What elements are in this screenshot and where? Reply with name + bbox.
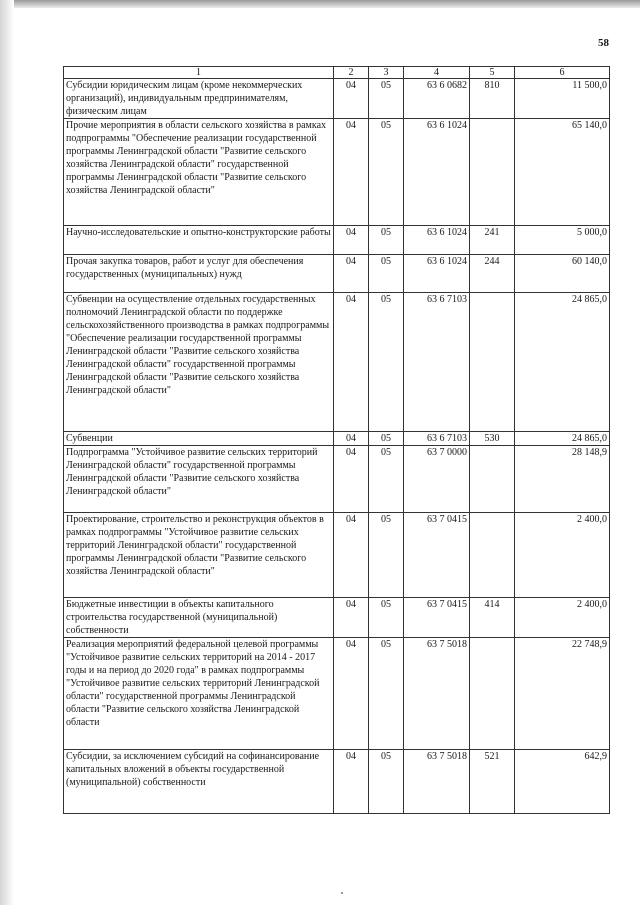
table-row bbox=[64, 79, 610, 119]
row-target-code: 63 7 5018 bbox=[404, 750, 470, 814]
row-subsection: 05 bbox=[369, 446, 404, 513]
table-row bbox=[64, 598, 610, 638]
column-header: 1 bbox=[64, 67, 334, 79]
row-amount: 642,9 bbox=[515, 750, 610, 814]
row-amount: 2 400,0 bbox=[515, 513, 610, 598]
row-section: 04 bbox=[334, 598, 369, 638]
row-name: Прочая закупка товаров, работ и услуг для обеспечения государственных (муниципальных) нужд bbox=[64, 255, 334, 293]
row-amount: 65 140,0 bbox=[515, 119, 610, 226]
row-subsection: 05 bbox=[369, 226, 404, 255]
row-expense-type: 521 bbox=[470, 750, 515, 814]
row-section: 04 bbox=[334, 638, 369, 750]
row-amount: 2 400,0 bbox=[515, 598, 610, 638]
table-row bbox=[64, 293, 610, 432]
row-target-code: 63 6 7103 bbox=[404, 293, 470, 432]
row-expense-type: 530 bbox=[470, 432, 515, 446]
row-name: Субсидии юридическим лицам (кроме некоммерческих организаций), индивидуальным предпринимателям, физическим лицам bbox=[64, 79, 334, 119]
row-target-code: 63 7 0415 bbox=[404, 513, 470, 598]
row-target-code: 63 7 5018 bbox=[404, 638, 470, 750]
row-subsection: 05 bbox=[369, 119, 404, 226]
column-header: 2 bbox=[334, 67, 369, 79]
row-name: Субвенции на осуществление отдельных государственных полномочий Ленинградской области по поддержке сельскохозяйственного производства в рамках подпрограммы "Обеспечение реализации государственной программы Ленинградской области "Развитие сельского хозяйства Ленинградской области" государственной программы Ленинградской области "Развитие сельского хозяйства Ленинградской области" bbox=[64, 293, 334, 432]
row-expense-type: 810 bbox=[470, 79, 515, 119]
table-row bbox=[64, 513, 610, 598]
table-row bbox=[64, 446, 610, 513]
row-subsection: 05 bbox=[369, 79, 404, 119]
row-target-code: 63 6 1024 bbox=[404, 119, 470, 226]
row-target-code: 63 6 7103 bbox=[404, 432, 470, 446]
row-amount: 24 865,0 bbox=[515, 293, 610, 432]
row-expense-type: 414 bbox=[470, 598, 515, 638]
row-expense-type: 244 bbox=[470, 255, 515, 293]
row-name: Подпрограмма "Устойчивое развитие сельских территорий Ленинградской области" государственной программы Ленинградской области "Развитие сельского хозяйства Ленинградской области" bbox=[64, 446, 334, 513]
row-section: 04 bbox=[334, 293, 369, 432]
row-amount: 24 865,0 bbox=[515, 432, 610, 446]
row-name: Бюджетные инвестиции в объекты капитального строительства государственной (муниципальной) собственности bbox=[64, 598, 334, 638]
row-expense-type bbox=[470, 293, 515, 432]
row-name: Прочие мероприятия в области сельского хозяйства в рамках подпрограммы "Обеспечение реализации государственной программы Ленинградской области "Развитие сельского хозяйства Ленинградской области" государственной программы Ленинградской области "Развитие сельского хозяйства Ленинградской области" bbox=[64, 119, 334, 226]
table-header-row bbox=[64, 67, 610, 79]
row-expense-type bbox=[470, 119, 515, 226]
column-header: 4 bbox=[404, 67, 470, 79]
row-section: 04 bbox=[334, 446, 369, 513]
row-target-code: 63 6 1024 bbox=[404, 226, 470, 255]
row-section: 04 bbox=[334, 513, 369, 598]
row-subsection: 05 bbox=[369, 293, 404, 432]
row-expense-type bbox=[470, 446, 515, 513]
row-subsection: 05 bbox=[369, 432, 404, 446]
row-subsection: 05 bbox=[369, 255, 404, 293]
row-section: 04 bbox=[334, 79, 369, 119]
row-section: 04 bbox=[334, 750, 369, 814]
table-row bbox=[64, 255, 610, 293]
row-name: Проектирование, строительство и реконструкция объектов в рамках подпрограммы "Устойчивое развитие сельских территорий Ленинградской области" государственной программы Ленинградской области "Развитие сельского хозяйства Ленинградской области" bbox=[64, 513, 334, 598]
row-target-code: 63 7 0415 bbox=[404, 598, 470, 638]
scan-edge-left bbox=[0, 0, 14, 905]
row-subsection: 05 bbox=[369, 598, 404, 638]
row-section: 04 bbox=[334, 226, 369, 255]
column-header: 6 bbox=[515, 67, 610, 79]
row-section: 04 bbox=[334, 255, 369, 293]
table-row bbox=[64, 432, 610, 446]
table-row bbox=[64, 638, 610, 750]
row-name: Научно-исследовательские и опытно-конструкторские работы bbox=[64, 226, 334, 255]
row-subsection: 05 bbox=[369, 638, 404, 750]
row-amount: 11 500,0 bbox=[515, 79, 610, 119]
row-amount: 60 140,0 bbox=[515, 255, 610, 293]
row-target-code: 63 7 0000 bbox=[404, 446, 470, 513]
row-name: Реализация мероприятий федеральной целевой программы "Устойчивое развитие сельских территорий на 2014 - 2017 годы и на период до 2020 года" в рамках подпрограммы "Устойчивое развитие сельских территорий Ленинградской области" государственной программы Ленинградской области "Развитие сельского хозяйства Ленинградской области bbox=[64, 638, 334, 750]
row-name: Субвенции bbox=[64, 432, 334, 446]
table-row bbox=[64, 119, 610, 226]
row-name: Субсидии, за исключением субсидий на софинансирование капитальных вложений в объекты государственной (муниципальной) собственности bbox=[64, 750, 334, 814]
row-target-code: 63 6 1024 bbox=[404, 255, 470, 293]
scan-speck bbox=[341, 892, 343, 894]
row-expense-type bbox=[470, 638, 515, 750]
row-expense-type: 241 bbox=[470, 226, 515, 255]
row-amount: 28 148,9 bbox=[515, 446, 610, 513]
row-target-code: 63 6 0682 bbox=[404, 79, 470, 119]
row-amount: 5 000,0 bbox=[515, 226, 610, 255]
row-section: 04 bbox=[334, 119, 369, 226]
row-section: 04 bbox=[334, 432, 369, 446]
row-expense-type bbox=[470, 513, 515, 598]
scan-edge-top bbox=[0, 0, 640, 8]
column-header: 5 bbox=[470, 67, 515, 79]
page-number: 58 bbox=[598, 37, 609, 49]
table-row bbox=[64, 750, 610, 814]
column-header: 3 bbox=[369, 67, 404, 79]
budget-table bbox=[63, 66, 610, 814]
row-amount: 22 748,9 bbox=[515, 638, 610, 750]
table-row bbox=[64, 226, 610, 255]
row-subsection: 05 bbox=[369, 513, 404, 598]
row-subsection: 05 bbox=[369, 750, 404, 814]
